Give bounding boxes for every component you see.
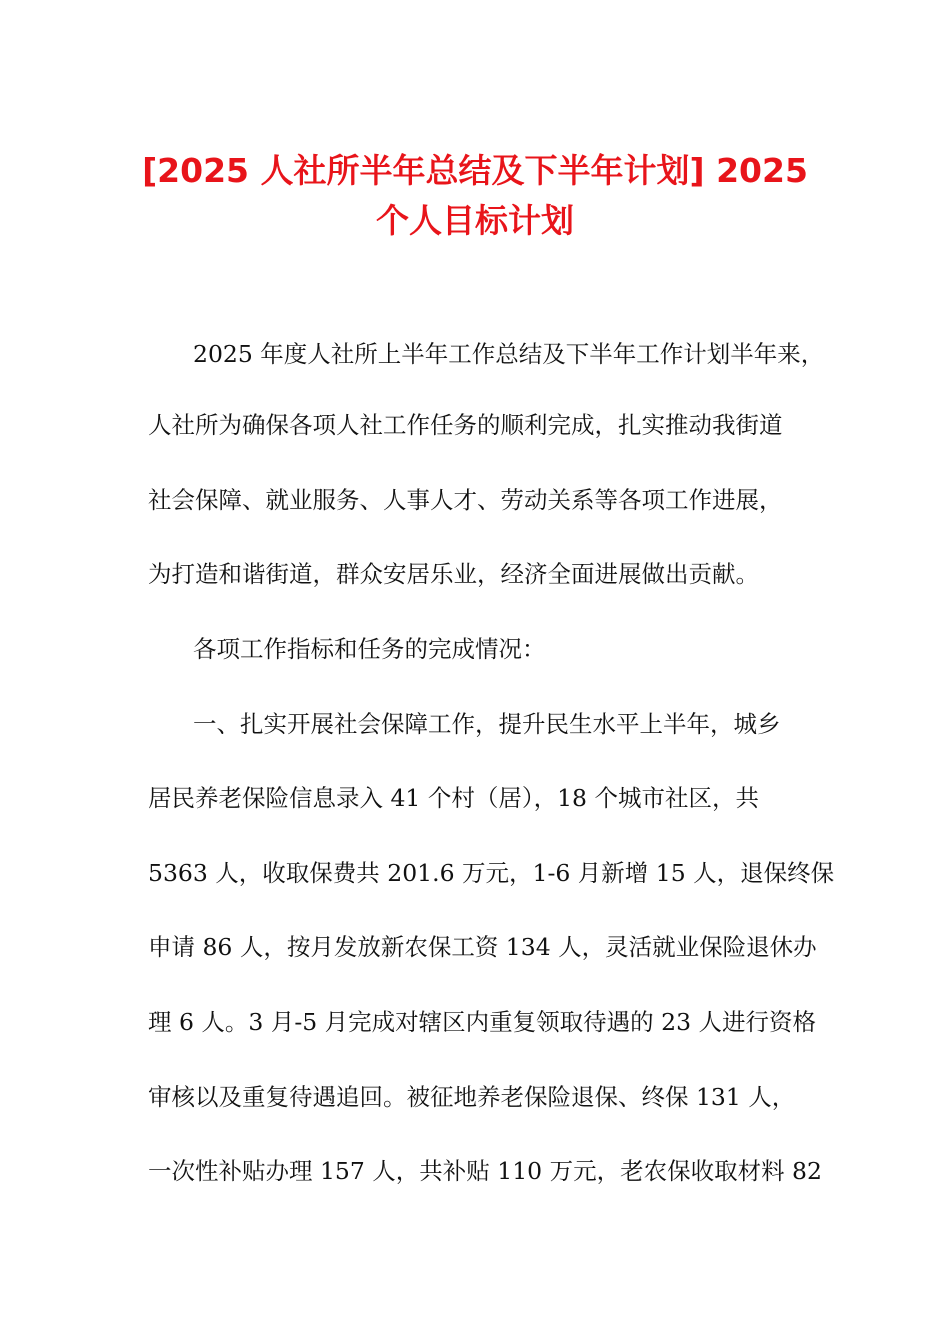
paragraph-line: 理 6 人。3 月-5 月完成对辖区内重复领取待遇的 23 人进行资格 <box>148 1008 817 1036</box>
paragraph-line: 一次性补贴办理 157 人，共补贴 110 万元，老农保收取材料 82 <box>148 1157 822 1185</box>
paragraph-line: 一、扎实开展社会保障工作，提升民生水平上半年，城乡 <box>193 710 781 738</box>
paragraph-line: 各项工作指标和任务的完成情况： <box>193 635 546 663</box>
paragraph-line: 5363 人，收取保费共 201.6 万元，1-6 月新增 15 人，退保终保 <box>148 859 835 887</box>
paragraph-line: 居民养老保险信息录入 41 个村（居），18 个城市社区，共 <box>148 784 759 812</box>
document-title-line-2: 个人目标计划 <box>376 201 574 240</box>
paragraph-line: 为打造和谐街道，群众安居乐业，经济全面进展做出贡献。 <box>148 560 759 588</box>
document-title-line-1: [2025 人社所半年总结及下半年计划] 2025 <box>142 151 808 190</box>
paragraph-line: 申请 86 人，按月发放新农保工资 134 人，灵活就业保险退休办 <box>148 933 817 961</box>
paragraph-line: 审核以及重复待遇追回。被征地养老保险退保、终保 131 人， <box>148 1083 796 1111</box>
paragraph-line: 社会保障、就业服务、人事人才、劳动关系等各项工作进展， <box>148 486 783 514</box>
paragraph-line: 2025 年度人社所上半年工作总结及下半年工作计划半年来， <box>193 340 825 368</box>
paragraph-line: 人社所为确保各项人社工作任务的顺利完成，扎实推动我街道 <box>148 411 783 439</box>
